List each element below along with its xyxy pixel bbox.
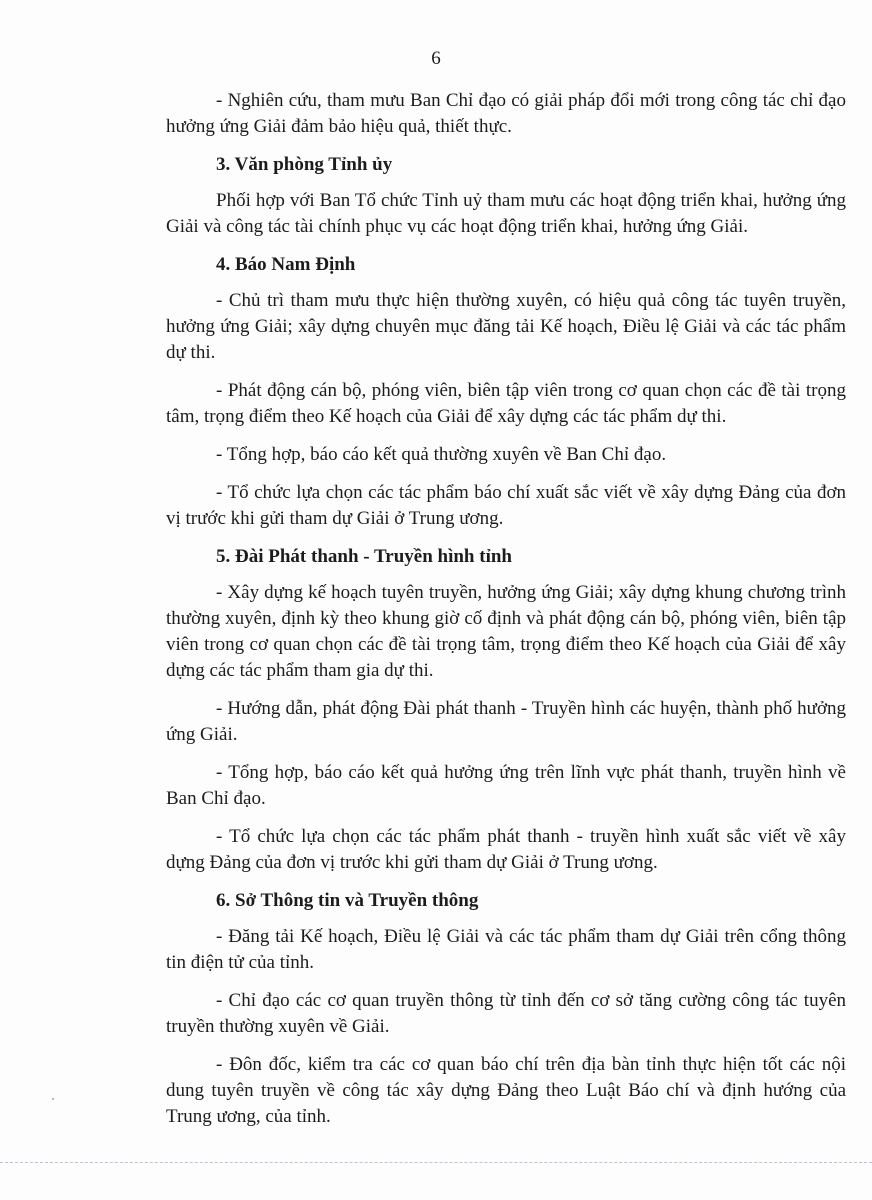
bottom-edge-line	[0, 1162, 872, 1163]
paragraph-radio-select: - Tổ chức lựa chọn các tác phẩm phát thanh - truyền hình xuất sắc viết về xây dựng Đảng của đơn vị trước khi gửi tham dự Giải ở Trung ương.	[166, 826, 846, 873]
paragraph-radio-guide: - Hướng dẫn, phát động Đài phát thanh - Truyền hình các huyện, thành phố hưởng ứng Giải.	[166, 698, 846, 745]
document-body	[166, 88, 846, 1142]
paragraph-radio-plan: - Xây dựng kế hoạch tuyên truyền, hưởng ứng Giải; xây dựng khung chương trình thường xuyên, định kỳ theo khung giờ cố định và phát động cán bộ, phóng viên, biên tập viên trong cơ quan chọn các đề tài trọng tâm, trọng điểm theo Kế hoạch của Giải để xây dựng các tác phẩm tham gia dự thi.	[166, 582, 846, 681]
paragraph-info-publish: - Đăng tải Kế hoạch, Điều lệ Giải và các tác phẩm tham dự Giải trên cổng thông tin điện tử của tỉnh.	[166, 926, 846, 973]
heading-information-communications: 6. Sở Thông tin và Truyền thông	[216, 890, 479, 911]
paragraph-research-solutions: - Nghiên cứu, tham mưu Ban Chỉ đạo có giải pháp đổi mới trong công tác chỉ đạo hưởng ứng Giải đảm bảo hiệu quả, thiết thực.	[166, 90, 846, 137]
paragraph-newspaper-mobilize: - Phát động cán bộ, phóng viên, biên tập viên trong cơ quan chọn các đề tài trọng tâm, trọng điểm theo Kế hoạch của Giải để xây dựng các tác phẩm dự thi.	[166, 380, 846, 427]
heading-radio-television: 5. Đài Phát thanh - Truyền hình tỉnh	[216, 546, 512, 567]
paragraph-radio-report: - Tổng hợp, báo cáo kết quả hưởng ứng trên lĩnh vực phát thanh, truyền hình về Ban Chỉ đạo.	[166, 762, 846, 809]
heading-nam-dinh-newspaper: 4. Báo Nam Định	[216, 254, 356, 275]
scan-speck	[52, 1098, 54, 1100]
paragraph-info-inspect: - Đôn đốc, kiểm tra các cơ quan báo chí trên địa bàn tỉnh thực hiện tốt các nội dung tuyên truyền về công tác xây dựng Đảng theo Luật Báo chí và định hướng của Trung ương, của tỉnh.	[166, 1054, 846, 1127]
paragraph-newspaper-select: - Tổ chức lựa chọn các tác phẩm báo chí xuất sắc viết về xây dựng Đảng của đơn vị trước khi gửi tham dự Giải ở Trung ương.	[166, 482, 846, 529]
paragraph-office-coordination: Phối hợp với Ban Tổ chức Tỉnh uỷ tham mưu các hoạt động triển khai, hưởng ứng Giải và công tác tài chính phục vụ các hoạt động triển khai, hưởng ứng Giải.	[166, 190, 846, 237]
page-number: 6	[431, 48, 441, 69]
paragraph-newspaper-report: - Tổng hợp, báo cáo kết quả thường xuyên về Ban Chỉ đạo.	[216, 444, 667, 465]
paragraph-newspaper-lead: - Chủ trì tham mưu thực hiện thường xuyên, có hiệu quả công tác tuyên truyền, hưởng ứng Giải; xây dựng chuyên mục đăng tải Kế hoạch, Điều lệ Giải và các tác phẩm dự thi.	[166, 290, 846, 363]
paragraph-info-direct: - Chỉ đạo các cơ quan truyền thông từ tỉnh đến cơ sở tăng cường công tác tuyên truyền thường xuyên về Giải.	[166, 990, 846, 1037]
heading-provincial-office: 3. Văn phòng Tỉnh ủy	[216, 154, 393, 175]
